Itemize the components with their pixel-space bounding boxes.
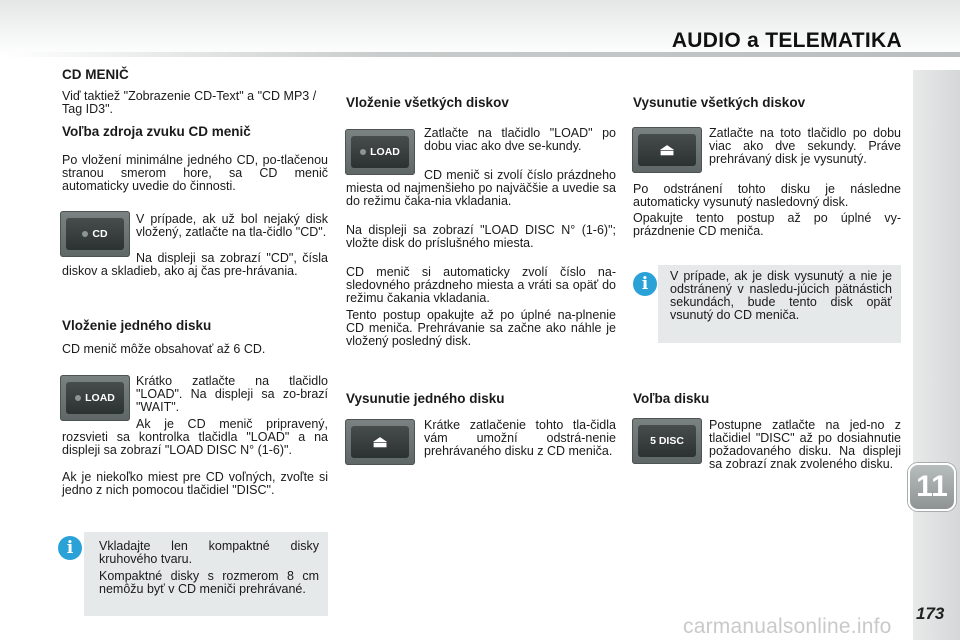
info-paragraph-eject: V prípade, ak je disk vysunutý a nie je odstránený v nasledu-júcich pätnástich sekundách, bude tento disk opäť vsunutý do CD meniča. xyxy=(670,269,892,322)
eject-all-paragraph-3: Opakujte tento postup až po úplné vy-prázdnenie CD meniča. xyxy=(633,211,901,238)
insert-one-paragraph-3: Ak je CD menič pripravený, rozsvieti sa kontrolka tlačidla "LOAD" a na displeji sa zobrazí "LOAD DISC N° (1-6)". xyxy=(62,417,328,457)
chapter-number-badge: 11 xyxy=(908,463,956,511)
info-paragraph-1: Vkladajte len kompaktné disky kruhového tvaru. xyxy=(99,539,319,566)
insert-all-heading: Vloženie všetkých diskov xyxy=(346,95,509,110)
disc-button-label: 5 DISC xyxy=(650,435,684,447)
source-paragraph-1: Po vložení minimálne jedného CD, po-tlačenou stranou smerom hore, sa CD menič automaticky uvedie do činnosti. xyxy=(62,153,328,193)
page-number: 173 xyxy=(916,604,945,623)
watermark-text: carmanualsonline.info xyxy=(683,615,892,638)
intro-text: Viď taktiež "Zobrazenie CD-Text" a "CD MP3 / Tag ID3". xyxy=(62,89,317,116)
info-paragraph-2: Kompaktné disky s rozmerom 8 cm nemôžu byť v CD meniči prehrávané. xyxy=(99,569,319,596)
eject-one-heading: Vysunutie jedného disku xyxy=(346,391,505,406)
page-header-title: AUDIO a TELEMATIKA xyxy=(671,29,902,52)
insert-all-paragraph-5: Tento postup opakujte až po úplné na-plnenie CD meniča. Prehrávanie sa začne ako náhle je vložený posledný disk. xyxy=(346,308,616,348)
insert-one-paragraph-2: Krátko zatlačte na tlačidlo "LOAD". Na displeji sa zo-brazí "WAIT". xyxy=(136,374,328,414)
insert-one-paragraph-4: Ak je niekoľko miest pre CD voľných, zvoľte si jedno z nich pomocou tlačidiel "DISC". xyxy=(62,470,328,497)
insert-one-heading: Vloženie jedného disku xyxy=(62,318,212,333)
source-heading: Voľba zdroja zvuku CD menič xyxy=(62,124,251,139)
select-disc-heading: Voľba disku xyxy=(633,391,710,406)
eject-button-image xyxy=(632,127,702,173)
insert-all-paragraph-3: Na displeji sa zobrazí "LOAD DISC N° (1-6)"; vložte disk do príslušného miesta. xyxy=(346,223,616,250)
cd-button-label: CD xyxy=(92,228,108,240)
eject-all-paragraph-2: Po odstránení tohto disku je následne automaticky vysunutý nasledovný disk. xyxy=(633,182,901,209)
select-disc-paragraph-1: Postupne zatlačte na jed-no z tlačidiel "DISC" až po dosiahnutie požadovaného disku. Na displeji sa zobrazí znak zvoleného disku. xyxy=(709,418,901,471)
source-paragraph-2: V prípade, ak už bol nejaký disk vložený, zatlačte na tla-čidlo "CD". xyxy=(136,212,328,239)
source-paragraph-3: Na displeji sa zobrazí "CD", čísla diskov a skladieb, ako aj čas pre-hrávania. xyxy=(62,251,328,278)
load-button-label: LOAD xyxy=(370,146,400,158)
eject-all-heading: Vysunutie všetkých diskov xyxy=(633,95,806,110)
indicator-dot-icon xyxy=(75,395,81,401)
section-title: CD MENIČ xyxy=(62,67,129,82)
load-button-image xyxy=(60,375,130,421)
insert-all-paragraph-4: CD menič si automaticky zvolí číslo na-sledovného prázdneho miesta a vráti sa opäť do režimu čakania vkladania. xyxy=(346,265,616,305)
load-button-label: LOAD xyxy=(85,392,115,404)
indicator-dot-icon xyxy=(82,231,88,237)
eject-button-image xyxy=(345,419,415,465)
eject-icon: ⏏ xyxy=(659,142,675,159)
insert-one-paragraph-1: CD menič môže obsahovať až 6 CD. xyxy=(62,342,266,356)
eject-one-paragraph-1: Krátke zatlačenie tohto tla-čidla vám umožní odstrá-nenie prehrávaného disku z CD meniča. xyxy=(424,418,616,458)
info-icon: i xyxy=(58,536,82,560)
chapter-side-tab xyxy=(913,70,960,640)
info-icon: i xyxy=(633,272,657,296)
disc-button-image xyxy=(632,418,702,464)
cd-button-image xyxy=(60,211,130,257)
insert-all-paragraph-1: Zatlačte na tlačidlo "LOAD" po dobu viac ako dve se-kundy. xyxy=(424,126,616,153)
indicator-dot-icon xyxy=(360,149,366,155)
eject-all-paragraph-1: Zatlačte na toto tlačidlo po dobu viac ako dve sekundy. Práve prehrávaný disk je vysunutý. xyxy=(709,126,901,166)
eject-icon: ⏏ xyxy=(372,434,388,451)
insert-all-paragraph-2: CD menič si zvolí číslo prázdneho miesta od najmenšieho po najväčšie a uvedie sa do režimu čaka-nia vkladania. xyxy=(346,168,616,208)
